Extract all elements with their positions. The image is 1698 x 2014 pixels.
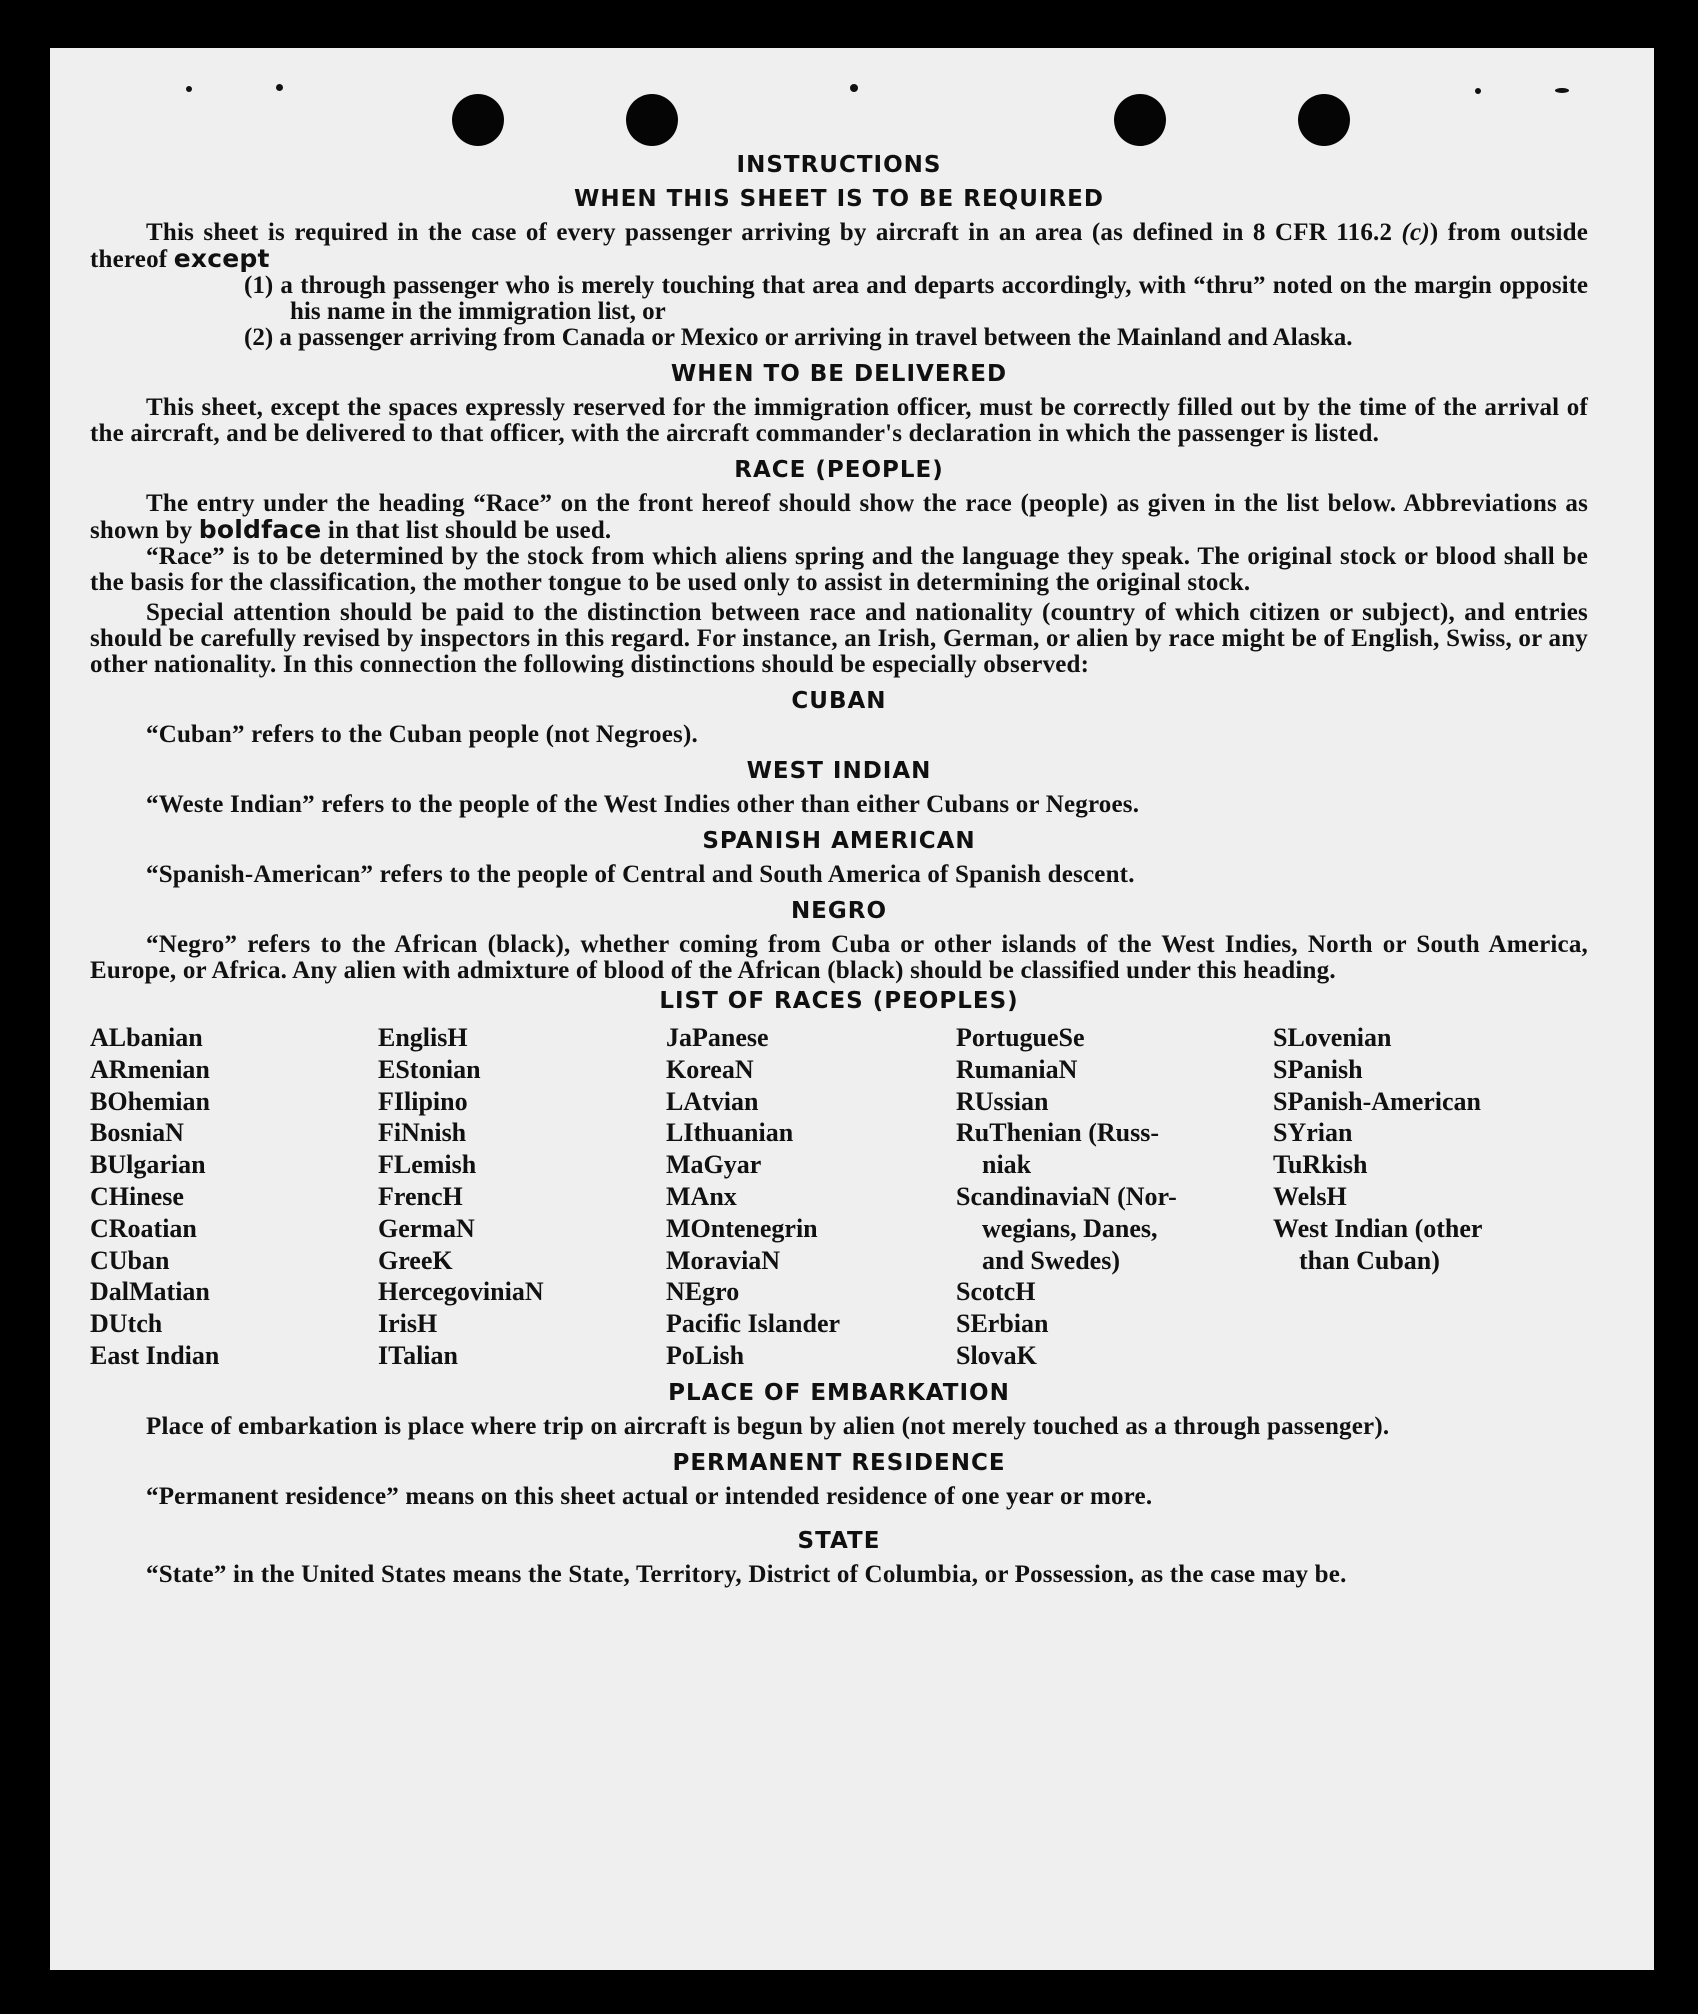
race-entry: SPanish: [1273, 1054, 1363, 1084]
race-entry: CHinese: [90, 1181, 184, 1211]
race-entry: RumaniaN: [956, 1054, 1078, 1084]
west-indian-heading: WEST INDIAN: [746, 758, 932, 784]
race-p1-b: in that list should be used.: [321, 517, 612, 544]
required-intro-c: (c): [1401, 219, 1430, 246]
required-intro-a: This sheet is required in the case of every passenger arriving by aircraft in an area (as defined in 8 CFR 116.2: [146, 219, 1402, 246]
list-of-races-heading: LIST OF RACES (PEOPLES): [659, 988, 1019, 1014]
speck-4: [1475, 88, 1481, 94]
negro-heading: NEGRO: [790, 898, 888, 924]
west-indian-text: “Weste Indian” refers to the people of the West Indies other than either Cubans or Negroes.: [146, 791, 1140, 818]
race-paragraph-1: [90, 491, 1588, 544]
race-entry: HercegoviniaN: [378, 1277, 544, 1307]
race-entry: SYrian: [1273, 1118, 1353, 1148]
race-entry: MAnx: [666, 1181, 737, 1211]
punch-hole-4: [1298, 94, 1350, 146]
state-heading: STATE: [797, 1527, 881, 1554]
required-item-2: (2) a passenger arriving from Canada or Mexico or arriving in travel between the Mainland and Alaska.: [244, 324, 1353, 351]
race-entry: FIlipino: [378, 1086, 468, 1116]
document-sheet: [50, 48, 1654, 1970]
race-entry: PortugueSe: [956, 1023, 1085, 1052]
race-column-2: [378, 1022, 666, 1372]
race-entry: SPanish-American: [1273, 1086, 1481, 1116]
race-entry: FiNnish: [378, 1118, 467, 1148]
race-entry: ITalian: [378, 1340, 458, 1370]
race-entry: FrencH: [378, 1181, 463, 1211]
race-p1-boldface: boldface: [198, 515, 322, 544]
when-delivered-heading: WHEN TO BE DELIVERED: [670, 361, 1008, 387]
race-entry: KoreaN: [666, 1054, 754, 1084]
speck-1: [186, 86, 192, 92]
negro-text: “Negro” refers to the African (black), whether coming from Cuba or other islands of the West Indies, North or South America, Europe, or Africa. Any alien with admixture of blood of the African (black) should be classified under this heading.: [90, 931, 1588, 984]
race-entry: than Cuban): [1299, 1245, 1440, 1275]
race-entry: NEgro: [666, 1277, 740, 1307]
race-entry: RUssian: [956, 1086, 1049, 1116]
race-entry: East Indian: [90, 1340, 220, 1370]
when-required-heading: WHEN THIS SHEET IS TO BE REQUIRED: [574, 186, 1104, 212]
race-entry: and Swedes): [982, 1245, 1120, 1275]
race-paragraph-3: Special attention should be paid to the distinction between race and nationality (country of which citizen or subject), and entries should be carefully revised by inspectors in this regard. For instance, an Irish, German, or alien by race might be of English, Swiss, or any other nationality. In this connection the following distinctions should be especially observed:: [90, 599, 1588, 678]
race-entry: SLovenian: [1273, 1023, 1392, 1052]
race-column-4: [956, 1022, 1273, 1372]
race-entry: BOhemian: [90, 1086, 210, 1116]
speck-2: [276, 84, 283, 91]
cuban-heading: CUBAN: [791, 688, 887, 714]
spanish-american-heading: SPANISH AMERICAN: [702, 828, 976, 854]
punch-hole-3: [1114, 94, 1166, 146]
permanent-residence-heading: PERMANENT RESIDENCE: [672, 1449, 1006, 1476]
required-item-1: (1) a through passenger who is merely touching that area and departs accordingly, with “thru” noted on the margin opposite his name in the immigration list, or: [244, 272, 1588, 325]
place-of-embarkation-heading: PLACE OF EMBARKATION: [668, 1379, 1010, 1406]
race-entry: DUtch: [90, 1309, 163, 1339]
race-entry: CRoatian: [90, 1213, 197, 1243]
required-intro: [90, 220, 1588, 273]
race-list: [90, 1022, 1588, 1372]
race-entry: LIthuanian: [666, 1118, 794, 1148]
race-entry: Pacific Islander: [666, 1309, 841, 1339]
race-entry: SErbian: [956, 1309, 1049, 1339]
race-entry: BosniaN: [90, 1118, 184, 1148]
race-entry: ARmenian: [90, 1054, 210, 1084]
required-except: except: [173, 244, 270, 273]
race-entry: wegians, Danes,: [982, 1213, 1158, 1243]
race-entry: ScandinaviaN (Nor-: [956, 1181, 1177, 1211]
race-entry: niak: [982, 1150, 1032, 1180]
race-entry: ALbanian: [90, 1023, 203, 1052]
race-entry: MaGyar: [666, 1150, 762, 1180]
race-entry: West Indian (other: [1273, 1213, 1483, 1243]
race-column-1: [90, 1022, 378, 1372]
race-entry: GermaN: [378, 1213, 475, 1243]
delivered-text: This sheet, except the spaces expressly reserved for the immigration officer, must be correctly filled out by the time of the arrival of the aircraft, and be delivered to that officer, with the aircraft commander's declaration in which the passenger is listed.: [90, 394, 1588, 447]
race-entry: PoLish: [666, 1340, 745, 1370]
race-entry: TuRkish: [1273, 1150, 1368, 1180]
race-entry: RuThenian (Russ-: [956, 1118, 1160, 1148]
instructions-title: INSTRUCTIONS: [736, 152, 942, 178]
spanish-american-text: “Spanish-American” refers to the people of Central and South America of Spanish descent.: [146, 861, 1135, 888]
cuban-text: “Cuban” refers to the Cuban people (not Negroes).: [146, 721, 698, 748]
speck-5: [1555, 88, 1569, 93]
race-entry: MoraviaN: [666, 1245, 781, 1275]
race-entry: WelsH: [1273, 1181, 1347, 1211]
punch-hole-2: [626, 94, 678, 146]
race-p1-a: The entry under the heading “Race” on the front hereof should show the race (people) as given in the list below. Abbreviations as shown by: [90, 490, 1588, 544]
race-heading: RACE (PEOPLE): [734, 457, 944, 483]
race-entry: EnglisH: [378, 1023, 468, 1052]
race-entry: CUban: [90, 1245, 170, 1275]
race-entry: FLemish: [378, 1150, 477, 1180]
race-entry: EStonian: [378, 1054, 481, 1084]
speck-3: [850, 84, 858, 92]
race-entry: ScotcH: [956, 1277, 1036, 1307]
race-entry: BUlgarian: [90, 1150, 206, 1180]
required-intro-b: ) from outside thereof: [90, 219, 1588, 273]
race-column-5: [1273, 1022, 1523, 1372]
race-entry: MOntenegrin: [666, 1213, 818, 1243]
race-entry: JaPanese: [666, 1023, 769, 1052]
state-text: “State” in the United States means the State, Territory, District of Columbia, or Possession, as the case may be.: [146, 1560, 1347, 1588]
punch-hole-1: [452, 94, 504, 146]
instructions-content: [90, 148, 1588, 1594]
race-paragraph-2: “Race” is to be determined by the stock from which aliens spring and the language they speak. The original stock or blood shall be the basis for the classification, the mother tongue to be used only to assist in determining the original stock.: [90, 543, 1588, 596]
race-entry: DalMatian: [90, 1277, 210, 1307]
race-entry: IrisH: [378, 1309, 438, 1339]
race-entry: GreeK: [378, 1245, 453, 1275]
race-entry: SlovaK: [956, 1340, 1037, 1370]
race-entry: LAtvian: [666, 1086, 759, 1116]
race-column-3: [666, 1022, 956, 1372]
residence-text: “Permanent residence” means on this sheet actual or intended residence of one year or more.: [146, 1482, 1153, 1510]
embarkation-text: Place of embarkation is place where trip on aircraft is begun by alien (not merely touched as a through passenger).: [146, 1412, 1390, 1440]
